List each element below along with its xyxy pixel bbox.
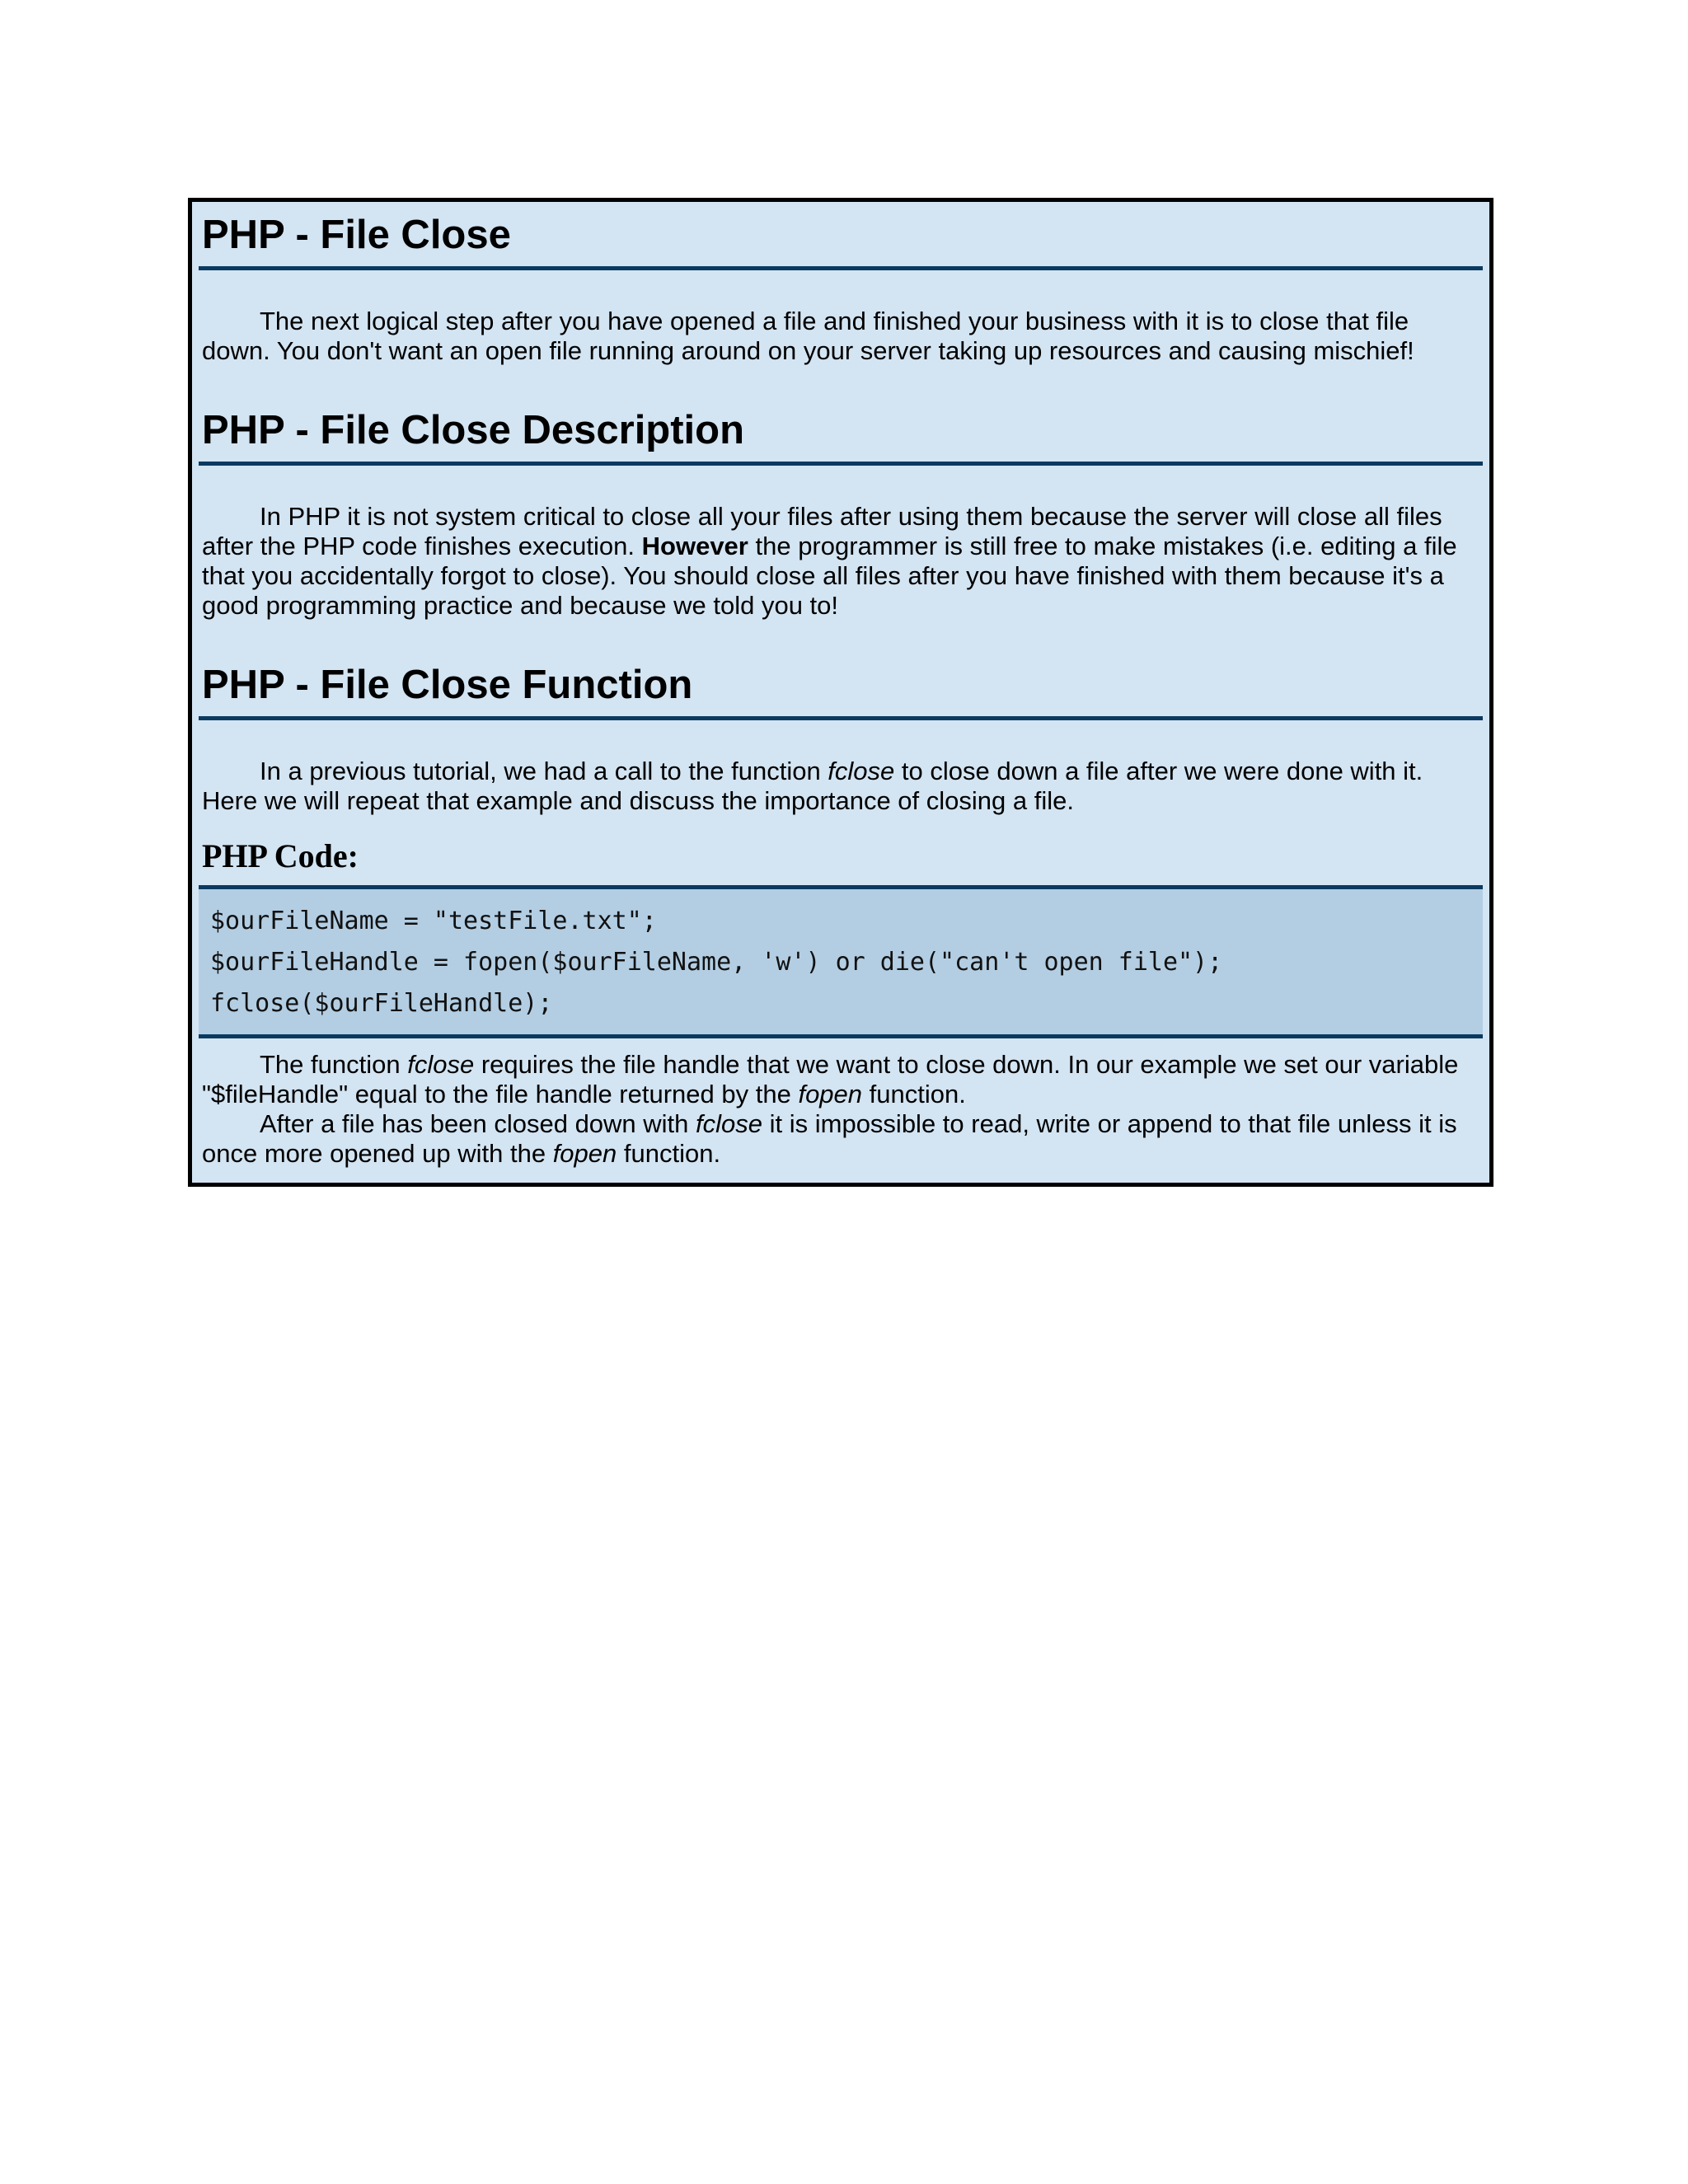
explanation-paragraph-2 [199, 1109, 1483, 1169]
code-block [199, 889, 1483, 1038]
page-title: PHP - File Close [199, 202, 1483, 270]
explanation-section [199, 1038, 1483, 1169]
code-line: $ourFileName = "testFile.txt"; [210, 907, 657, 935]
explanation-paragraph-1 [199, 1050, 1483, 1109]
function-text-end: to close down a file after we were done with it. Here we will repeat that example and discuss the importance of closing a file. [202, 757, 1423, 815]
explanation-1-text-a: The function [260, 1050, 408, 1079]
code-line: $ourFileHandle = fopen($ourFileName, 'w') or die("can't open file"); [210, 948, 1223, 977]
code-heading: PHP Code: [199, 816, 1483, 889]
intro-paragraph [199, 307, 1483, 366]
article-box [188, 198, 1493, 1187]
explanation-2-text-a: After a file has been closed down with [260, 1109, 696, 1138]
explanation-1-fclose: fclose [407, 1050, 475, 1079]
function-text-start: In a previous tutorial, we had a call to the function [260, 757, 828, 785]
explanation-2-fclose: fclose [696, 1109, 763, 1138]
explanation-1-text-c: function. [862, 1080, 966, 1108]
code-line: fclose($ourFileHandle); [210, 989, 553, 1018]
description-paragraph [199, 502, 1483, 621]
section-heading-description: PHP - File Close Description [199, 397, 1483, 466]
explanation-2-fopen: fopen [552, 1139, 617, 1168]
intro-text: The next logical step after you have opened a file and finished your business with it is to close that file down. You don't want an open file running around on your server taking up resources and causing mischief! [202, 307, 1414, 365]
function-name-fclose: fclose [828, 757, 895, 785]
description-text-end: the programmer is still free to make mistakes (i.e. editing a file that you accidentally forgot to close). You should close all files after you have finished with them because it's a good programming practice and because we told you to! [202, 532, 1457, 620]
explanation-2-text-c: function. [617, 1139, 721, 1168]
description-bold-word: However [641, 532, 748, 560]
explanation-1-text-b: requires the file handle that we want to close down. In our example we set our variable "$fileHandle" equal to the file handle returned by the [202, 1050, 1459, 1108]
section-heading-function: PHP - File Close Function [199, 652, 1483, 720]
description-text-start: In PHP it is not system critical to close all your files after using them because the server will close all files after the PHP code finishes execution. [202, 502, 1442, 560]
explanation-2-text-b: it is impossible to read, write or append to that file unless it is once more opened up with the [202, 1109, 1457, 1168]
function-paragraph [199, 757, 1483, 816]
explanation-1-fopen: fopen [798, 1080, 863, 1108]
